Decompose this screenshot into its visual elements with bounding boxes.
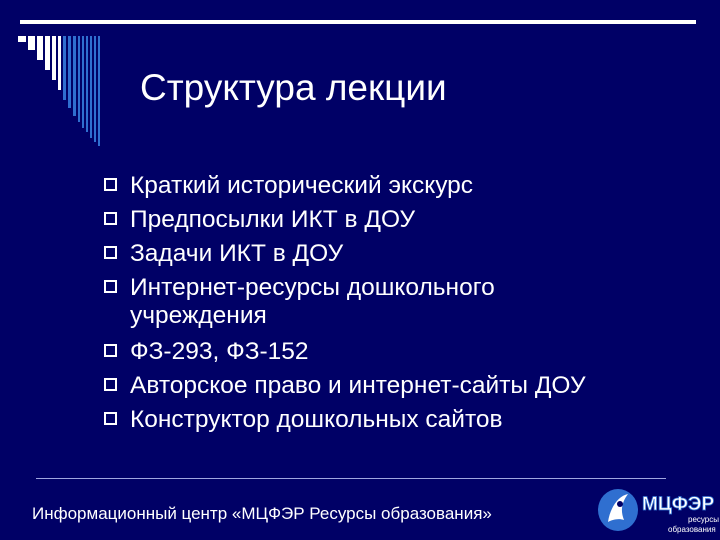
list-item-text: ФЗ-293, ФЗ-152 xyxy=(130,338,309,365)
list-item-text: Краткий исторический экскурс xyxy=(130,172,474,199)
square-bullet-icon xyxy=(104,412,117,425)
list-item-text: Задачи ИКТ в ДОУ xyxy=(130,240,344,267)
list-item xyxy=(104,172,704,200)
mcfer-logo xyxy=(596,488,720,540)
list-item xyxy=(104,406,704,434)
bullet-list xyxy=(104,172,704,440)
logo-subtitle-line2: образования xyxy=(668,525,716,534)
list-item xyxy=(104,274,570,330)
logo-subtitle-line1: ресурсы xyxy=(688,515,720,524)
square-bullet-icon xyxy=(104,246,117,259)
list-item-text: Интернет-ресурсы дошкольного учреждения xyxy=(130,274,495,329)
square-bullet-icon xyxy=(104,212,117,225)
square-bullet-icon xyxy=(104,378,117,391)
decorative-stripes xyxy=(18,36,118,146)
top-rule xyxy=(20,20,696,24)
slide-title: Структура лекции xyxy=(140,67,447,108)
list-item xyxy=(104,372,704,400)
list-item xyxy=(104,240,704,268)
footer-caption: Информационный центр «МЦФЭР Ресурсы образования» xyxy=(32,504,492,523)
list-item-text: Конструктор дошкольных сайтов xyxy=(130,406,503,433)
square-bullet-icon xyxy=(104,280,117,293)
square-bullet-icon xyxy=(104,178,117,191)
list-item xyxy=(104,206,704,234)
footer-divider xyxy=(36,478,666,479)
list-item-text: Авторское право и интернет-сайты ДОУ xyxy=(130,372,586,399)
square-bullet-icon xyxy=(104,344,117,357)
logo-name: МЦФЭР xyxy=(642,494,715,515)
list-item-text: Предпосылки ИКТ в ДОУ xyxy=(130,206,416,233)
list-item xyxy=(104,338,704,366)
